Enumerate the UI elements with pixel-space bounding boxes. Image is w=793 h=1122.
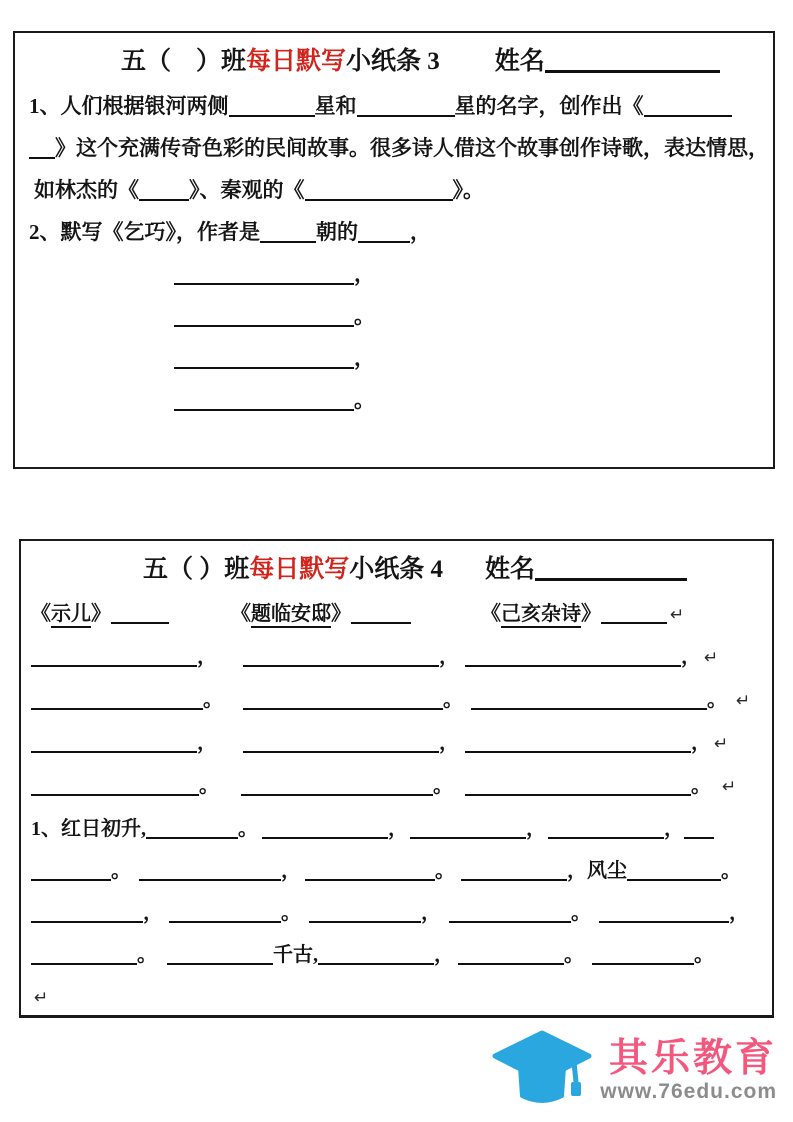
fill-in-blank: [111, 604, 169, 624]
fill-in-blank: [449, 903, 571, 923]
text-segment: 。: [238, 818, 258, 840]
spacer: [453, 791, 465, 792]
text-segment: 《: [481, 603, 501, 625]
fill-in-blank: [31, 776, 199, 796]
fill-in-blank: [243, 690, 443, 710]
fill-in-blank: [174, 307, 354, 327]
slip-4-title: [143, 547, 762, 593]
fill-in-blank: [357, 97, 455, 117]
text-segment: ，: [143, 902, 163, 924]
spacer: [443, 576, 485, 577]
text-segment: 》。: [452, 178, 484, 202]
fill-in-blank: [243, 733, 439, 753]
text-segment: 。: [571, 902, 591, 924]
paragraph-return-mark: ↵: [704, 648, 719, 668]
text-segment: 。: [564, 944, 584, 966]
slip-4-poems-row-3: [31, 722, 762, 765]
slip-4-poems-row-4: [31, 765, 762, 808]
text-segment: ，: [354, 346, 375, 370]
fill-in-blank: [167, 945, 273, 965]
fill-in-blank: [471, 690, 707, 710]
spacer: [440, 68, 495, 69]
dictation-slip-4: [19, 539, 774, 1018]
text-segment: ，: [526, 818, 546, 840]
fill-in-blank: [351, 604, 411, 624]
text-segment: ，: [197, 646, 217, 668]
slip-3-answer-line-4: [29, 379, 759, 421]
fill-in-blank: [309, 903, 421, 923]
fill-in-blank: [31, 733, 197, 753]
spacer: [219, 791, 241, 792]
text-segment: 。: [443, 689, 463, 711]
fill-in-blank: [535, 558, 687, 581]
poem-title-underlined: 题临安邸: [251, 603, 331, 628]
text-segment: 千古,: [273, 944, 318, 966]
fill-in-blank: [410, 819, 526, 839]
text-segment: 1、人们根据银河两侧: [29, 94, 229, 118]
fill-in-blank: [260, 223, 316, 243]
text-segment: ，: [421, 902, 441, 924]
text-segment: 》、秦观的《: [189, 178, 305, 202]
text-segment: 。: [137, 944, 157, 966]
text-segment: ，: [664, 818, 684, 840]
text-segment: ，: [434, 944, 454, 966]
fill-in-blank: [31, 945, 137, 965]
spacer: [29, 364, 174, 365]
text-segment: ，: [691, 732, 711, 754]
text-segment: 朝的: [316, 220, 358, 244]
highlighted-text: 每日默写: [246, 48, 347, 75]
text-segment: 。: [435, 860, 455, 882]
fill-in-blank: [174, 391, 354, 411]
spacer: [711, 791, 719, 792]
spacer: [223, 705, 243, 706]
slip-4-question-1-line-4: [31, 934, 762, 976]
fill-in-blank: [174, 349, 354, 369]
fill-in-blank: [592, 945, 694, 965]
fill-in-blank: [599, 903, 729, 923]
text-segment: 。: [354, 388, 375, 412]
text-segment: 星的名字，创作出《: [454, 94, 644, 118]
spacer: [29, 322, 174, 323]
slip-3-question-1-line-1: [29, 85, 759, 127]
text-segment: 》: [331, 603, 351, 625]
text-segment: ，: [439, 646, 459, 668]
text-segment: 。: [354, 304, 375, 328]
paragraph-return-mark: ↵: [714, 734, 729, 754]
fill-in-blank: [465, 776, 691, 796]
text-segment: ，: [354, 262, 375, 286]
fill-in-blank: [461, 861, 567, 881]
poem-title-underlined: 示儿: [51, 603, 91, 628]
text-segment: ，: [388, 818, 408, 840]
fill-in-blank: [545, 50, 720, 73]
text-segment: 五（ ）班: [143, 556, 250, 583]
text-segment: ，: [729, 902, 749, 924]
fill-in-blank: [243, 647, 439, 667]
spacer: [131, 876, 139, 877]
fill-in-blank: [169, 903, 281, 923]
fill-in-blank: [684, 819, 714, 839]
fill-in-blank: [465, 733, 691, 753]
poem-title-underlined: 己亥杂诗: [501, 603, 581, 628]
paragraph-return-mark: ↵: [736, 691, 751, 711]
paragraph-return-mark: ↵: [34, 988, 49, 1008]
spacer: [441, 918, 449, 919]
text-segment: 》: [91, 603, 111, 625]
fill-in-blank: [458, 945, 564, 965]
spacer: [157, 960, 167, 961]
dictation-slip-3: [13, 31, 775, 469]
spacer: [584, 960, 592, 961]
text-segment: 。: [281, 902, 301, 924]
fill-in-blank: [31, 861, 111, 881]
text-segment: ，: [681, 646, 701, 668]
site-logo: [492, 1030, 777, 1112]
text-segment: 小纸条 3: [346, 48, 440, 75]
text-segment: 1、红日初升,: [31, 818, 146, 840]
text-segment: 如林杰的《: [34, 178, 139, 202]
slip-4-question-1-line-3: [31, 892, 762, 934]
slip-3-answer-line-2: [29, 295, 759, 337]
graduation-cap-icon: [492, 1030, 592, 1112]
slip-4-poems-row-1: [31, 636, 762, 679]
text-segment: 。: [199, 775, 219, 797]
text-segment: 。: [694, 944, 714, 966]
spacer: [29, 406, 174, 407]
text-segment: ，: [281, 860, 301, 882]
slip-4-poem-titles-row: [31, 593, 762, 636]
spacer: [727, 705, 733, 706]
slip-3-question-1-line-3: [34, 169, 759, 211]
text-segment: ，: [439, 732, 459, 754]
spacer: [411, 619, 481, 620]
fill-in-blank: [305, 861, 435, 881]
logo-url-text: www.76edu.com: [600, 1080, 777, 1103]
slip-4-final-return-mark: [31, 976, 762, 1019]
fill-in-blank: [139, 181, 189, 201]
slip-3-answer-line-1: [29, 253, 759, 295]
fill-in-blank: [601, 604, 667, 624]
text-segment: 。: [111, 860, 131, 882]
spacer: [217, 662, 243, 663]
text-segment: ，: [197, 732, 217, 754]
text-segment: 。: [433, 775, 453, 797]
text-segment: 《: [231, 603, 251, 625]
spacer: [591, 918, 599, 919]
fill-in-blank: [262, 819, 388, 839]
paragraph-return-mark: ↵: [722, 777, 737, 797]
text-segment: ，风尘: [567, 860, 627, 882]
slip-4-question-1-line-1: [31, 808, 762, 850]
slip-3-answer-line-3: [29, 337, 759, 379]
slip-3-question-1-line-2: [29, 127, 769, 169]
text-segment: 五（ ）班: [121, 48, 247, 75]
slip-3-title: [121, 39, 759, 85]
spacer: [463, 705, 471, 706]
fill-in-blank: [241, 776, 433, 796]
fill-in-blank: [548, 819, 664, 839]
text-segment: 》: [581, 603, 601, 625]
text-segment: 。: [203, 689, 223, 711]
text-segment: 2、默写《乞巧》，作者是: [29, 220, 260, 244]
slip-4-question-1-line-2: [31, 850, 762, 892]
fill-in-blank: [29, 139, 55, 159]
fill-in-blank: [31, 647, 197, 667]
fill-in-blank: [465, 647, 681, 667]
fill-in-blank: [305, 181, 453, 201]
text-segment: 。: [721, 860, 741, 882]
logo-brand-text: 其乐教育: [608, 1037, 777, 1080]
logo-text-block: [600, 1038, 777, 1104]
text-segment: 《: [31, 603, 51, 625]
fill-in-blank: [139, 861, 281, 881]
fill-in-blank: [318, 945, 434, 965]
text-segment: 。: [691, 775, 711, 797]
fill-in-blank: [627, 861, 721, 881]
text-segment: 。: [707, 689, 727, 711]
fill-in-blank: [358, 223, 410, 243]
fill-in-blank: [31, 903, 143, 923]
text-segment: 小纸条 4: [349, 556, 444, 583]
text-segment: 星和: [314, 94, 357, 118]
fill-in-blank: [31, 690, 203, 710]
text-segment: 》这个充满传奇色彩的民间故事。很多诗人借这个故事创作诗歌，表达情思，: [55, 136, 769, 160]
fill-in-blank: [174, 265, 354, 285]
text-segment: 姓名: [485, 556, 536, 583]
fill-in-blank: [146, 819, 238, 839]
paragraph-return-mark: ↵: [670, 605, 685, 625]
highlighted-text: 每日默写: [249, 556, 350, 583]
text-segment: 姓名: [494, 48, 545, 75]
fill-in-blank: [644, 97, 732, 117]
slip-4-poems-row-2: [31, 679, 762, 722]
spacer: [169, 619, 231, 620]
text-segment: ，: [410, 220, 431, 244]
spacer: [29, 280, 174, 281]
slip-3-question-2: [29, 211, 759, 253]
spacer: [301, 918, 309, 919]
spacer: [217, 748, 243, 749]
fill-in-blank: [229, 97, 315, 117]
